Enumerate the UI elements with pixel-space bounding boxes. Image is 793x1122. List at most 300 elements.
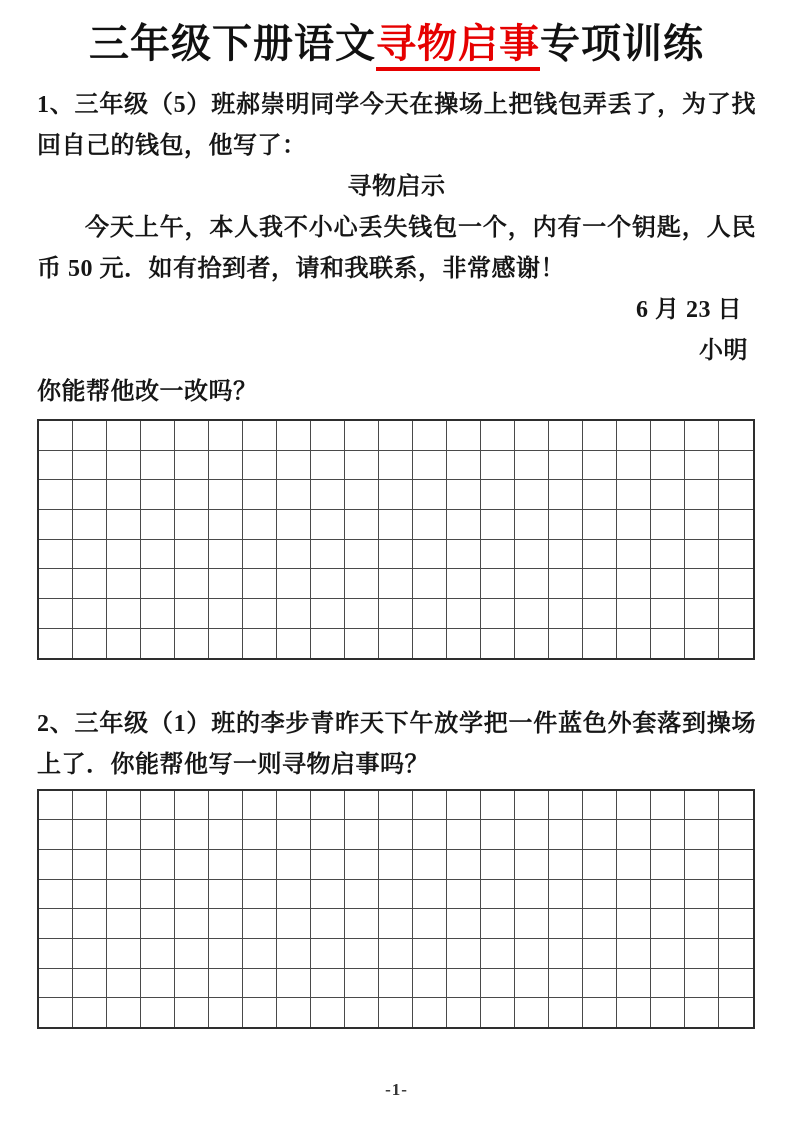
grid-cell [107,909,141,939]
grid-cell [583,599,617,629]
grid-cell [209,998,243,1027]
grid-cell [379,880,413,910]
grid-cell [583,540,617,570]
grid-cell [311,850,345,880]
grid-cell [379,969,413,999]
grid-cell [277,820,311,850]
grid-cell [515,909,549,939]
grid-cell [413,909,447,939]
grid-cell [651,451,685,481]
grid-cell [39,939,73,969]
exercise2-section [37,704,756,786]
grid-cell [515,540,549,570]
grid-cell [379,939,413,969]
grid-cell [209,791,243,821]
grid-cell [73,569,107,599]
grid-cell [481,969,515,999]
grid-cell [481,540,515,570]
grid-cell [39,969,73,999]
grid-cell [345,629,379,658]
grid-cell [685,569,719,599]
grid-cell [39,998,73,1027]
grid-cell [107,480,141,510]
grid-cell [141,791,175,821]
grid-cell [617,480,651,510]
grid-cell [107,629,141,658]
grid-cell [243,939,277,969]
grid-cell [583,451,617,481]
grid-cell [685,939,719,969]
grid-cell [243,421,277,451]
grid-cell [379,629,413,658]
grid-cell [515,480,549,510]
grid-cell [39,421,73,451]
page-title-highlight: 寻物启事 [376,22,540,71]
grid-cell [39,629,73,658]
grid-cell [617,791,651,821]
grid-cell [345,998,379,1027]
grid-cell [617,820,651,850]
grid-cell [209,629,243,658]
grid-cell [617,909,651,939]
grid-cell [379,850,413,880]
grid-cell [583,998,617,1027]
grid-cell [719,510,753,540]
grid-cell [413,451,447,481]
grid-cell [243,510,277,540]
grid-cell [107,939,141,969]
grid-cell [141,909,175,939]
grid-cell [107,791,141,821]
grid-cell [617,850,651,880]
grid-cell [209,540,243,570]
grid-cell [447,791,481,821]
grid-cell [481,480,515,510]
page-title [37,0,756,68]
grid-cell [515,629,549,658]
grid-cell [549,510,583,540]
grid-cell [719,629,753,658]
grid-cell [379,599,413,629]
grid-cell [39,820,73,850]
grid-cell [549,791,583,821]
grid-cell [209,569,243,599]
grid-cell [345,510,379,540]
grid-cell [345,569,379,599]
grid-cell [141,569,175,599]
grid-cell [277,540,311,570]
grid-cell [311,909,345,939]
grid-cell [277,791,311,821]
grid-cell [39,569,73,599]
grid-cell [243,909,277,939]
grid-cell [107,421,141,451]
grid-cell [243,969,277,999]
grid-cell [243,850,277,880]
grid-cell [175,820,209,850]
grid-cell [481,510,515,540]
grid-cell [617,510,651,540]
grid-cell [209,510,243,540]
grid-cell [175,998,209,1027]
grid-cell [583,480,617,510]
page-number: -1- [385,1080,408,1099]
grid-cell [243,880,277,910]
grid-cell [209,850,243,880]
grid-cell [651,569,685,599]
grid-cell [617,998,651,1027]
grid-cell [175,909,209,939]
grid-cell [175,421,209,451]
grid-cell [651,850,685,880]
grid-cell [719,599,753,629]
grid-cell [447,540,481,570]
grid-cell [515,421,549,451]
grid-cell [175,451,209,481]
grid-cell [277,510,311,540]
grid-cell [277,629,311,658]
grid-cell [549,451,583,481]
grid-cell [311,880,345,910]
grid-cell [243,629,277,658]
grid-cell [73,909,107,939]
grid-cell [277,599,311,629]
grid-cell [73,421,107,451]
grid-cell [73,480,107,510]
grid-cell [243,480,277,510]
exercise1-section [37,85,756,413]
grid-cell [651,820,685,850]
grid-cell [685,599,719,629]
grid-cell [515,939,549,969]
grid-cell [175,969,209,999]
grid-cell [73,969,107,999]
grid-cell [311,791,345,821]
grid-cell [107,880,141,910]
grid-cell [345,909,379,939]
grid-cell [413,939,447,969]
grid-cell [107,998,141,1027]
grid-cell [515,880,549,910]
grid-cell [481,880,515,910]
grid-cell [549,909,583,939]
grid-cell [175,510,209,540]
grid-cell [549,629,583,658]
grid-cell [481,791,515,821]
grid-cell [447,569,481,599]
grid-cell [39,480,73,510]
grid-cell [39,599,73,629]
grid-cell [413,880,447,910]
grid-cell [379,998,413,1027]
grid-cell [175,939,209,969]
grid-cell [345,421,379,451]
grid-cell [141,629,175,658]
grid-cell [243,451,277,481]
grid-cell [345,969,379,999]
grid-cell [209,969,243,999]
grid-cell [243,540,277,570]
grid-cell [107,540,141,570]
grid-cell [345,850,379,880]
grid-cell [39,791,73,821]
grid-cell [243,791,277,821]
grid-cell [311,939,345,969]
grid-cell [39,451,73,481]
grid-cell [719,451,753,481]
grid-cell [617,569,651,599]
grid-cell [651,880,685,910]
exercise1-question: 你能帮他改一改吗？ [37,379,258,405]
grid-cell [277,480,311,510]
grid-cell [175,791,209,821]
grid-cell [447,998,481,1027]
grid-cell [141,510,175,540]
grid-cell [73,510,107,540]
grid-cell [413,998,447,1027]
grid-cell [141,850,175,880]
grid-cell [141,480,175,510]
grid-cell [549,480,583,510]
grid-cell [73,939,107,969]
grid-cell [73,998,107,1027]
grid-cell [685,451,719,481]
grid-cell [311,510,345,540]
grid-cell [583,820,617,850]
grid-cell [277,939,311,969]
grid-cell [583,850,617,880]
grid-cell [447,480,481,510]
grid-cell [379,569,413,599]
grid-cell [345,599,379,629]
grid-cell [481,629,515,658]
grid-cell [209,451,243,481]
grid-cell [311,569,345,599]
grid-cell [413,510,447,540]
grid-cell [719,480,753,510]
grid-cell [311,969,345,999]
grid-cell [311,629,345,658]
grid-cell [141,939,175,969]
grid-cell [107,451,141,481]
grid-cell [311,540,345,570]
grid-cell [685,969,719,999]
grid-cell [583,421,617,451]
grid-cell [651,969,685,999]
grid-cell [447,820,481,850]
grid-cell [73,540,107,570]
grid-cell [107,969,141,999]
grid-cell [583,969,617,999]
grid-cell [447,850,481,880]
grid-cell [209,820,243,850]
grid-cell [719,969,753,999]
grid-cell [515,969,549,999]
grid-cell [141,969,175,999]
grid-cell [379,909,413,939]
grid-cell [719,820,753,850]
grid-cell [549,939,583,969]
grid-cell [39,909,73,939]
grid-cell [685,480,719,510]
grid-cell [617,880,651,910]
grid-cell [413,540,447,570]
grid-cell [141,599,175,629]
grid-cell [651,939,685,969]
grid-cell [413,421,447,451]
grid-cell [345,540,379,570]
grid-cell [141,540,175,570]
grid-cell [617,451,651,481]
grid-cell [447,909,481,939]
grid-cell [141,421,175,451]
grid-cell [209,421,243,451]
grid-cell [175,880,209,910]
grid-cell [651,791,685,821]
grid-cell [379,820,413,850]
grid-cell [243,820,277,850]
grid-cell [719,540,753,570]
grid-cell [617,969,651,999]
grid-cell [39,510,73,540]
grid-cell [549,998,583,1027]
grid-cell [651,421,685,451]
grid-cell [651,909,685,939]
grid-cell [719,421,753,451]
notice-body: 今天上午，本人我不小心丢失钱包一个，内有一个钥匙，人民币 50 元．如有拾到者，请和我联系，非常感谢！ [37,215,756,282]
grid-cell [175,480,209,510]
grid-cell [685,880,719,910]
grid-cell [685,998,719,1027]
grid-cell [175,599,209,629]
grid-cell [549,421,583,451]
grid-cell [243,599,277,629]
grid-cell [73,451,107,481]
grid-cell [447,510,481,540]
grid-cell [447,629,481,658]
grid-cell [379,540,413,570]
grid-cell [311,998,345,1027]
grid-cell [73,629,107,658]
grid-cell [175,569,209,599]
grid-cell [617,629,651,658]
grid-cell [311,599,345,629]
grid-cell [345,820,379,850]
grid-cell [447,969,481,999]
grid-cell [447,451,481,481]
grid-cell [413,850,447,880]
grid-cell [719,909,753,939]
grid-cell [515,791,549,821]
grid-cell [617,599,651,629]
grid-cell [209,480,243,510]
grid-cell [549,880,583,910]
grid-cell [379,510,413,540]
grid-cell [243,569,277,599]
grid-cell [685,820,719,850]
grid-cell [651,510,685,540]
grid-cell [311,451,345,481]
grid-cell [583,909,617,939]
grid-cell [413,791,447,821]
writing-grid-exercise2 [37,789,755,1030]
grid-cell [379,480,413,510]
grid-cell [141,451,175,481]
grid-cell [243,998,277,1027]
grid-cell [379,451,413,481]
grid-cell [277,569,311,599]
grid-cell [141,880,175,910]
grid-cell [651,998,685,1027]
grid-cell [481,939,515,969]
grid-cell [481,421,515,451]
grid-cell [209,599,243,629]
grid-cell [209,880,243,910]
grid-cell [345,939,379,969]
grid-cell [413,820,447,850]
grid-cell [583,569,617,599]
grid-cell [175,629,209,658]
grid-cell [141,820,175,850]
grid-cell [583,629,617,658]
exercise1-prompt: 1、三年级（5）班郝崇明同学今天在操场上把钱包弄丢了，为了找回自己的钱包，他写了： [37,92,756,159]
grid-cell [685,421,719,451]
grid-cell [311,480,345,510]
grid-cell [73,820,107,850]
grid-cell [345,451,379,481]
grid-cell [277,421,311,451]
grid-cell [39,880,73,910]
grid-cell [379,791,413,821]
page-title-suffix: 专项训练 [540,22,704,66]
grid-cell [481,569,515,599]
grid-cell [345,880,379,910]
grid-cell [39,540,73,570]
grid-cell [719,939,753,969]
grid-cell [651,599,685,629]
grid-cell [685,850,719,880]
grid-cell [413,969,447,999]
grid-cell [583,880,617,910]
grid-cell [175,540,209,570]
grid-cell [515,850,549,880]
grid-cell [481,451,515,481]
grid-cell [39,850,73,880]
grid-cell [515,998,549,1027]
grid-cell [685,791,719,821]
exercise2-prompt: 2、三年级（1）班的李步青昨天下午放学把一件蓝色外套落到操场上了．你能帮他写一则寻物启事吗？ [37,710,756,778]
grid-cell [277,998,311,1027]
grid-cell [617,421,651,451]
grid-cell [447,421,481,451]
grid-cell [107,599,141,629]
grid-cell [549,599,583,629]
writing-grid-exercise1 [37,419,755,660]
grid-cell [413,569,447,599]
grid-cell [481,850,515,880]
grid-cell [583,939,617,969]
grid-cell [379,421,413,451]
grid-cell [277,969,311,999]
grid-cell [107,820,141,850]
grid-cell [549,569,583,599]
grid-cell [481,599,515,629]
grid-cell [447,939,481,969]
grid-cell [311,421,345,451]
grid-cell [617,939,651,969]
grid-cell [277,850,311,880]
grid-cell [73,880,107,910]
